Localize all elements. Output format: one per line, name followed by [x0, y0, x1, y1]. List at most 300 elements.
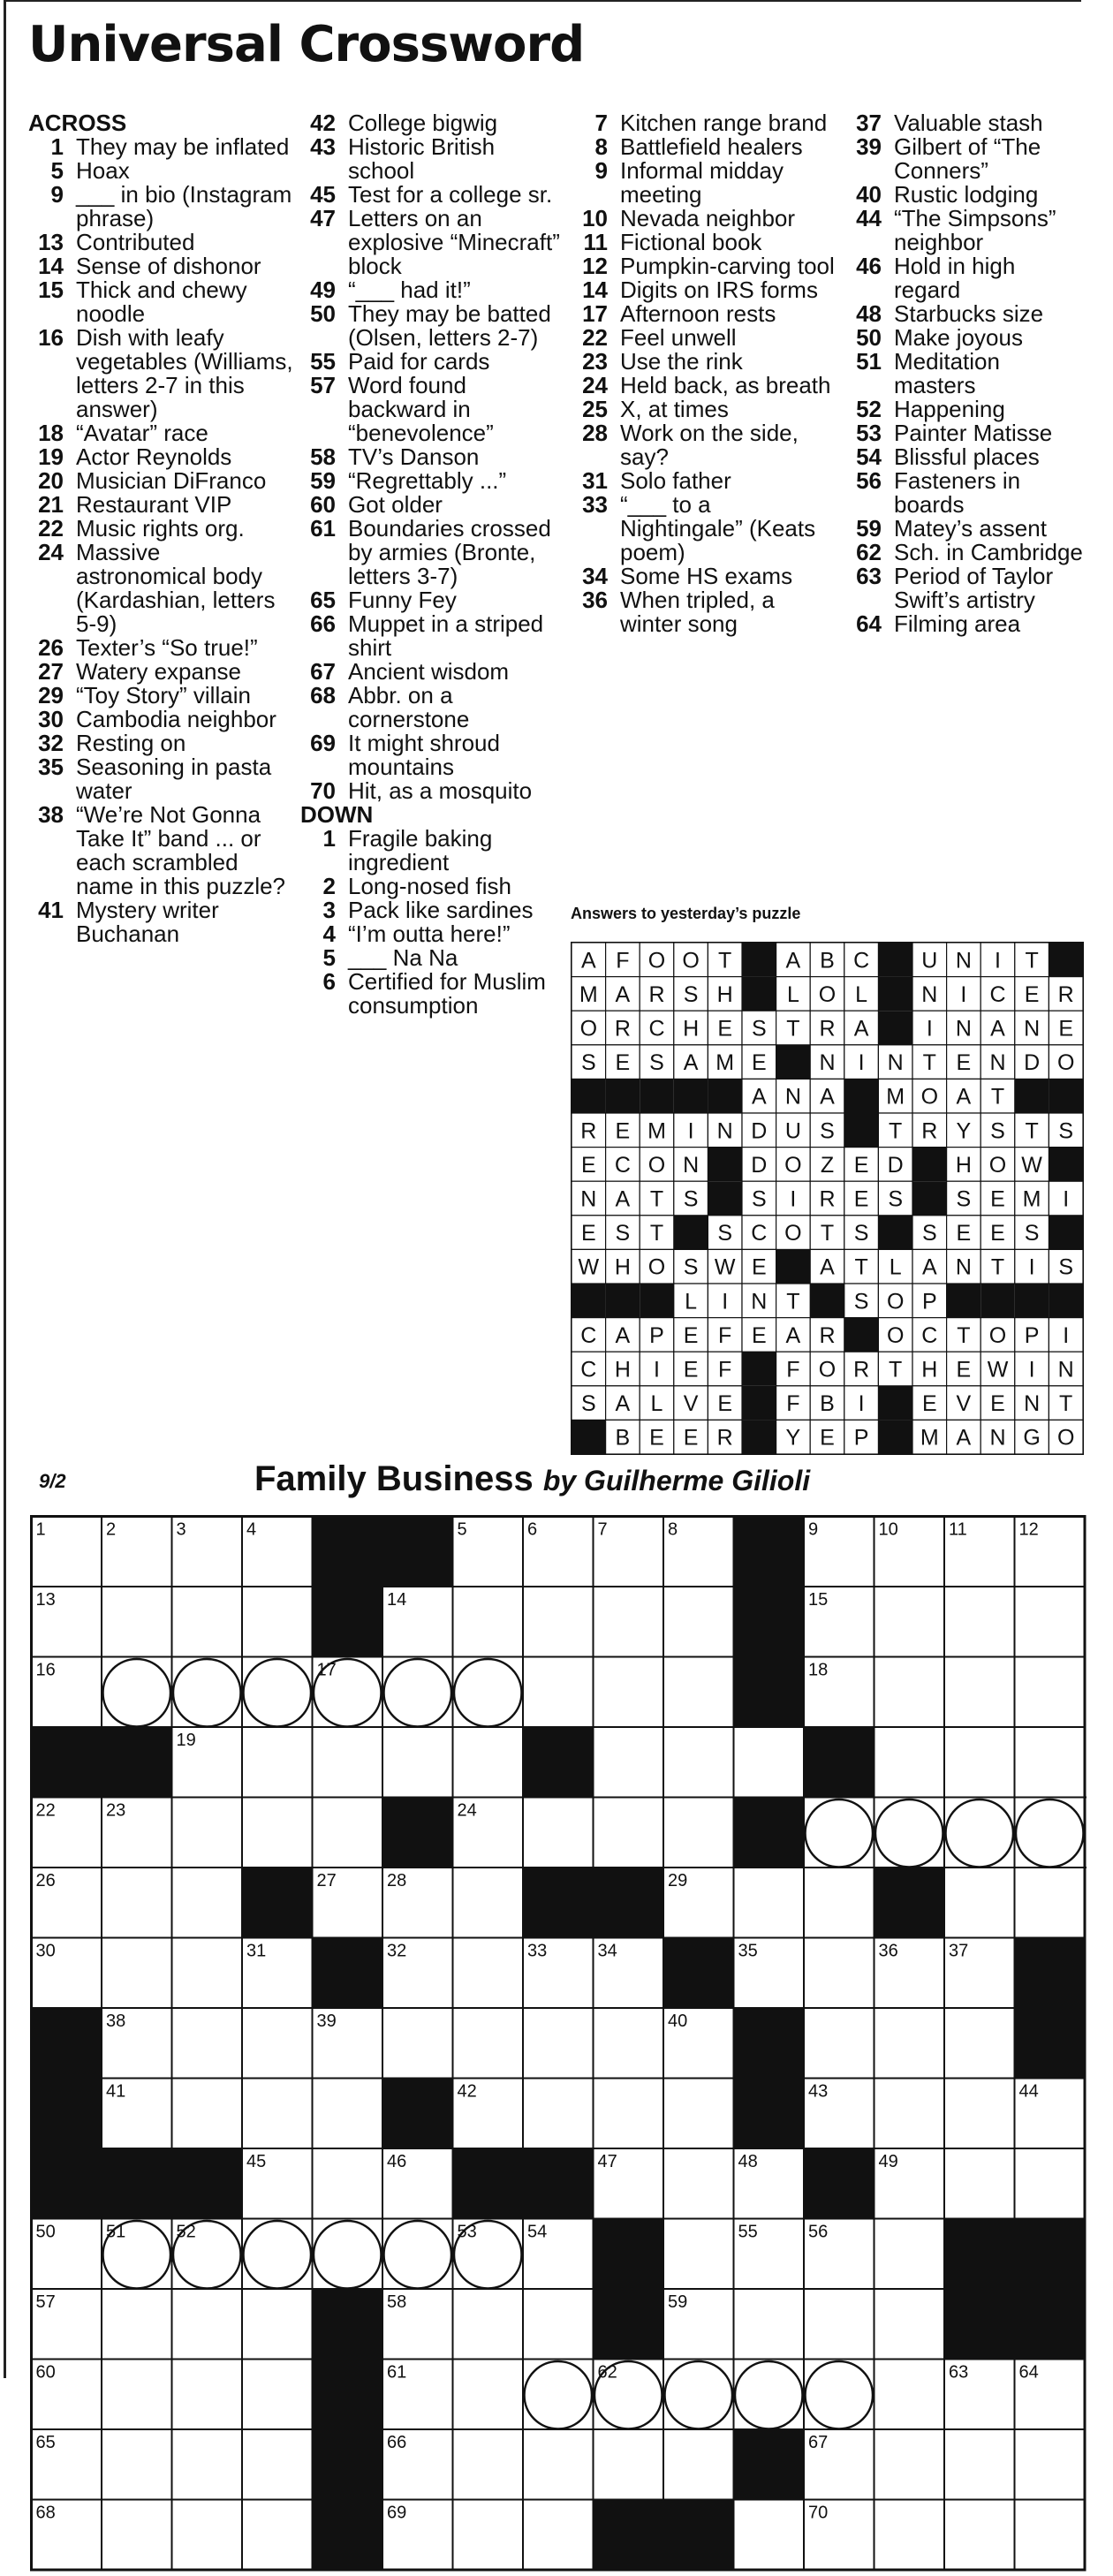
- grid-cell[interactable]: [734, 1727, 805, 1798]
- grid-cell[interactable]: [102, 1868, 172, 1938]
- clue-item: [846, 564, 1085, 612]
- grid-cell[interactable]: [453, 1587, 524, 1657]
- clue-item: [300, 207, 565, 278]
- yesterday-letter: Z: [820, 1152, 835, 1178]
- clue-item: [28, 541, 293, 636]
- grid-cell[interactable]: [734, 2289, 805, 2360]
- grid-cell[interactable]: [804, 2289, 874, 2360]
- grid-cell[interactable]: [453, 2500, 524, 2571]
- grid-cell[interactable]: [944, 1727, 1015, 1798]
- clue-number: 36: [582, 587, 608, 613]
- clue-item: [28, 708, 293, 731]
- yesterday-letter: L: [889, 1254, 902, 1280]
- yesterday-letter: T: [786, 1016, 800, 1042]
- yesterday-grid-svg: [571, 942, 1084, 1455]
- yesterday-letter: D: [751, 1118, 768, 1144]
- grid-cell[interactable]: [874, 1727, 945, 1798]
- clue-number: 24: [582, 372, 608, 398]
- grid-cell[interactable]: [944, 1868, 1015, 1938]
- grid-cell[interactable]: [944, 1587, 1015, 1657]
- clue-text: Use the rink: [620, 348, 743, 375]
- clue-text: Resting on: [76, 730, 186, 756]
- yesterday-black-cell: [708, 1079, 742, 1113]
- clue-text: X, at times: [620, 396, 729, 422]
- clue-number: 6: [322, 968, 336, 995]
- grid-cell[interactable]: [874, 2219, 945, 2290]
- clue-number: 69: [310, 730, 336, 756]
- yesterday-letter: S: [580, 1050, 596, 1076]
- yesterday-letter: C: [921, 1322, 938, 1348]
- black-square: [734, 2079, 805, 2149]
- yesterday-black-cell: [1049, 1216, 1083, 1250]
- yesterday-black-cell: [742, 1352, 776, 1386]
- yesterday-black-cell: [1049, 943, 1083, 977]
- black-square: [523, 1868, 594, 1938]
- grid-cell[interactable]: [663, 2148, 734, 2219]
- clue-number: 14: [582, 277, 608, 303]
- cell-number: 13: [35, 1590, 56, 1610]
- grid-cell[interactable]: [242, 2289, 313, 2360]
- yesterday-letter: U: [921, 948, 938, 974]
- grid-cell[interactable]: [382, 2008, 453, 2079]
- grid-cell[interactable]: [172, 2008, 243, 2079]
- clue-text: When tripled, a winter song: [620, 587, 775, 637]
- yesterday-letter: W: [987, 1357, 1009, 1383]
- grid-cell[interactable]: [172, 2429, 243, 2500]
- grid-cell[interactable]: [313, 2148, 383, 2219]
- grid-cell[interactable]: [523, 2500, 594, 2571]
- cell-number: 69: [387, 2503, 407, 2523]
- yesterday-letter: T: [649, 1221, 664, 1246]
- clue-number: 66: [310, 610, 336, 637]
- cell-number: 9: [808, 1519, 819, 1540]
- clue-number: 51: [856, 348, 882, 375]
- clue-text: Hit, as a mosquito: [348, 777, 533, 804]
- clue-item: [846, 421, 1085, 445]
- grid-cell[interactable]: [1015, 2500, 1086, 2571]
- grid-cell[interactable]: [102, 2429, 172, 2500]
- yesterday-letter: E: [956, 1221, 972, 1246]
- yesterday-letter: O: [784, 1221, 802, 1246]
- grid-cell[interactable]: [313, 2079, 383, 2149]
- clue-item: [28, 469, 293, 493]
- yesterday-letter: H: [955, 1152, 972, 1178]
- grid-cell[interactable]: [804, 1868, 874, 1938]
- clue-text: Solo father: [620, 467, 731, 494]
- clue-item: [300, 946, 565, 970]
- grid-cell[interactable]: [663, 1727, 734, 1798]
- yesterday-letter: A: [990, 1016, 1005, 1042]
- grid-cell[interactable]: [523, 2079, 594, 2149]
- clue-number: 47: [310, 205, 336, 231]
- yesterday-letter: G: [1023, 1425, 1041, 1451]
- grid-cell[interactable]: [734, 1868, 805, 1938]
- yesterday-letter: F: [786, 1391, 800, 1417]
- grid-cell[interactable]: [172, 1868, 243, 1938]
- yesterday-letter: E: [990, 1186, 1005, 1212]
- yesterday-letter: S: [683, 981, 699, 1007]
- clue-text: Period of Taylor Swift’s artistry: [894, 563, 1054, 613]
- grid-cell[interactable]: [663, 2429, 734, 2500]
- black-square: [313, 1517, 383, 1587]
- grid-cell[interactable]: [663, 2079, 734, 2149]
- clue-text: They may be inflated: [76, 133, 290, 160]
- yesterday-letter: T: [889, 1118, 903, 1144]
- grid-cell[interactable]: [453, 1727, 524, 1798]
- grid-cell[interactable]: [1015, 2148, 1086, 2219]
- grid-cell[interactable]: [382, 1727, 453, 1798]
- clue-text: Hoax: [76, 157, 130, 184]
- cell-number: 57: [35, 2292, 56, 2312]
- clue-number: 68: [310, 682, 336, 708]
- yesterday-letter: H: [614, 1357, 631, 1383]
- cell-number: 44: [1018, 2081, 1039, 2102]
- grid-cell[interactable]: [874, 2500, 945, 2571]
- clue-text: ___ Na Na: [348, 944, 458, 971]
- yesterday-letter: N: [580, 1186, 597, 1212]
- yesterday-letter: S: [717, 1221, 733, 1246]
- grid-cell[interactable]: [874, 2079, 945, 2149]
- grid-cell[interactable]: [874, 2429, 945, 2500]
- grid-cell[interactable]: [944, 2148, 1015, 2219]
- yesterday-black-cell: [674, 1216, 708, 1250]
- yesterday-letter: S: [853, 1289, 869, 1315]
- grid-cell[interactable]: [663, 2219, 734, 2290]
- grid-cell[interactable]: [523, 1657, 594, 1728]
- yesterday-black-cell: [1049, 1079, 1083, 1113]
- grid-cell[interactable]: [102, 2500, 172, 2571]
- clue-number: 11: [583, 229, 608, 255]
- grid-cell[interactable]: [734, 2500, 805, 2571]
- clue-item: [300, 612, 565, 660]
- grid-cell[interactable]: [874, 1657, 945, 1728]
- clue-item: [300, 469, 565, 493]
- cell-number: 36: [878, 1941, 898, 1961]
- page-title: Universal Crossword: [28, 16, 585, 73]
- clue-item: [846, 302, 1085, 326]
- cell-number: 52: [176, 2222, 196, 2242]
- yesterday-black-cell: [640, 1079, 674, 1113]
- grid-cell[interactable]: [102, 1587, 172, 1657]
- black-square: [663, 1938, 734, 2009]
- yesterday-letter: E: [580, 1221, 596, 1246]
- clue-number: 18: [38, 420, 64, 446]
- clue-text: Make joyous: [894, 324, 1023, 351]
- clue-number: 56: [856, 467, 882, 494]
- clue-text: Certified for Muslim consumption: [348, 968, 546, 1019]
- clue-item: [846, 207, 1085, 254]
- yesterday-letter: N: [955, 1016, 972, 1042]
- grid-cell[interactable]: [523, 1798, 594, 1868]
- black-square: [944, 2219, 1015, 2290]
- clue-item: [28, 898, 293, 946]
- grid-cell[interactable]: [313, 1727, 383, 1798]
- clue-text: Hold in high regard: [894, 253, 1016, 303]
- clue-number: 38: [38, 801, 64, 828]
- yesterday-letter: H: [716, 981, 733, 1007]
- clue-number: 21: [38, 491, 64, 518]
- clue-number: 25: [582, 396, 608, 422]
- cell-number: 22: [35, 1800, 56, 1821]
- clue-text: They may be batted (Olsen, letters 2-7): [348, 300, 551, 351]
- yesterday-letter: S: [751, 1016, 767, 1042]
- yesterday-letter: F: [616, 948, 630, 974]
- yesterday-letter: N: [955, 1254, 972, 1280]
- grid-cell[interactable]: [453, 1868, 524, 1938]
- yesterday-letter: P: [1024, 1322, 1040, 1348]
- yesterday-letter: S: [853, 1221, 869, 1246]
- black-square: [734, 1517, 805, 1587]
- clue-number: 28: [582, 420, 608, 446]
- yesterday-black-cell: [1015, 1079, 1049, 1113]
- yesterday-black-cell: [844, 1318, 879, 1352]
- grid-cell[interactable]: [1015, 2429, 1086, 2500]
- grid-cell[interactable]: [453, 2008, 524, 2079]
- grid-cell[interactable]: [172, 2289, 243, 2360]
- grid-cell[interactable]: [102, 2360, 172, 2430]
- clue-number: 30: [38, 706, 64, 732]
- yesterday-black-cell: [708, 1148, 742, 1182]
- yesterday-letter: A: [820, 1084, 835, 1110]
- clue-text: College bigwig: [348, 110, 498, 136]
- grid-cell[interactable]: [172, 2079, 243, 2149]
- grid-cell[interactable]: [1015, 1587, 1086, 1657]
- yesterday-letter: N: [1024, 1016, 1041, 1042]
- clue-number: 31: [582, 467, 608, 494]
- grid-cell[interactable]: [172, 2500, 243, 2571]
- yesterday-letter: R: [819, 1016, 836, 1042]
- yesterday-letter: M: [579, 981, 598, 1007]
- yesterday-letter: A: [820, 1254, 835, 1280]
- grid-cell[interactable]: [242, 2500, 313, 2571]
- black-square: [313, 2429, 383, 2500]
- yesterday-letter: S: [615, 1221, 631, 1246]
- yesterday-letter: E: [751, 1050, 767, 1076]
- yesterday-letter: Y: [956, 1118, 972, 1144]
- black-square: [32, 1727, 102, 1798]
- clue-number: 33: [582, 491, 608, 518]
- grid-cell[interactable]: [1015, 1657, 1086, 1728]
- yesterday-black-cell: [606, 1284, 640, 1318]
- grid-cell[interactable]: [874, 2289, 945, 2360]
- clue-item: [572, 111, 837, 135]
- clue-text: Music rights org.: [76, 515, 245, 542]
- grid-cell[interactable]: [944, 1657, 1015, 1728]
- grid-cell[interactable]: [663, 1587, 734, 1657]
- grid-cell[interactable]: [944, 2008, 1015, 2079]
- black-square: [1015, 2219, 1086, 2290]
- black-square: [382, 1798, 453, 1868]
- grid-cell[interactable]: [242, 2008, 313, 2079]
- yesterday-letter: O: [1056, 1425, 1075, 1451]
- yesterday-letter: I: [960, 981, 967, 1007]
- grid-cell[interactable]: [594, 2429, 664, 2500]
- grid-cell[interactable]: [172, 2360, 243, 2430]
- clue-column-1: [28, 111, 293, 946]
- yesterday-letter: E: [649, 1425, 664, 1451]
- grid-cell[interactable]: [453, 1938, 524, 2009]
- grid-cell[interactable]: [594, 1587, 664, 1657]
- clue-text: Sense of dishonor: [76, 253, 261, 279]
- grid-cell[interactable]: [874, 1587, 945, 1657]
- yesterday-black-cell: [878, 1216, 912, 1250]
- clue-item: [300, 779, 565, 803]
- yesterday-letter: I: [722, 1289, 729, 1315]
- yesterday-black-cell: [810, 1284, 844, 1318]
- yesterday-letter: N: [751, 1289, 768, 1315]
- cell-number: 58: [387, 2292, 407, 2312]
- clue-number: 24: [38, 539, 64, 565]
- grid-cell[interactable]: [453, 2289, 524, 2360]
- grid-cell[interactable]: [804, 2008, 874, 2079]
- clue-item: [28, 731, 293, 755]
- grid-cell[interactable]: [594, 1657, 664, 1728]
- clue-text: Some HS exams: [620, 563, 793, 589]
- grid-cell[interactable]: [874, 2360, 945, 2430]
- clue-number: 50: [856, 324, 882, 351]
- grid-cell[interactable]: [523, 2429, 594, 2500]
- clue-item: [300, 111, 565, 135]
- yesterday-answer-grid: [571, 942, 1084, 1459]
- grid-cell[interactable]: [523, 2008, 594, 2079]
- yesterday-letter: R: [716, 1425, 733, 1451]
- grid-cell[interactable]: [523, 1587, 594, 1657]
- yesterday-black-cell: [606, 1079, 640, 1113]
- cell-number: 3: [176, 1519, 186, 1540]
- clue-column-3: [572, 111, 837, 636]
- grid-cell[interactable]: [242, 2079, 313, 2149]
- yesterday-letter: E: [853, 1152, 869, 1178]
- yesterday-letter: O: [818, 981, 837, 1007]
- clue-item: [28, 231, 293, 254]
- clue-number: 50: [310, 300, 336, 327]
- clue-number: 42: [310, 110, 336, 136]
- grid-cell[interactable]: [172, 1938, 243, 2009]
- clue-number: 63: [856, 563, 882, 589]
- grid-cell[interactable]: [594, 2079, 664, 2149]
- grid-cell[interactable]: [453, 2429, 524, 2500]
- grid-cell[interactable]: [944, 2500, 1015, 2571]
- yesterday-letter: S: [683, 1186, 699, 1212]
- clue-number: 39: [856, 133, 882, 160]
- clue-number: 45: [310, 181, 336, 208]
- grid-cell[interactable]: [523, 2289, 594, 2360]
- grid-cell[interactable]: [804, 1938, 874, 2009]
- clue-column-4: [846, 111, 1085, 636]
- yesterday-letter: E: [990, 1221, 1005, 1246]
- black-square: [594, 2219, 664, 2290]
- yesterday-black-cell: [947, 1284, 981, 1318]
- clue-item: [572, 254, 837, 278]
- grid-cell[interactable]: [1015, 1868, 1086, 1938]
- yesterday-letter: R: [819, 1186, 836, 1212]
- clue-text: Fictional book: [620, 229, 762, 255]
- cell-number: 15: [808, 1590, 829, 1610]
- cell-number: 54: [527, 2222, 548, 2242]
- cell-number: 64: [1018, 2362, 1039, 2383]
- cell-number: 66: [387, 2433, 407, 2452]
- cell-number: 60: [35, 2362, 56, 2383]
- yesterday-letter: A: [853, 1016, 869, 1042]
- clue-number: 9: [50, 181, 64, 208]
- clue-text: “Regrettably ...”: [348, 467, 507, 494]
- yesterday-black-cell: [742, 1420, 776, 1454]
- yesterday-letter: C: [580, 1357, 597, 1383]
- clue-item: [846, 612, 1085, 636]
- grid-cell[interactable]: [242, 1587, 313, 1657]
- grid-cell[interactable]: [594, 1798, 664, 1868]
- grid-cell[interactable]: [242, 1727, 313, 1798]
- grid-cell[interactable]: [313, 1798, 383, 1868]
- yesterday-letter: I: [858, 1391, 865, 1417]
- yesterday-letter: O: [818, 1357, 837, 1383]
- yesterday-letter: C: [648, 1016, 665, 1042]
- yesterday-letter: N: [683, 1152, 700, 1178]
- clue-item: [28, 183, 293, 231]
- grid-cell[interactable]: [594, 2008, 664, 2079]
- grid-cell[interactable]: [663, 1657, 734, 1728]
- top-rule: [4, 0, 1081, 2]
- yesterday-black-cell: [878, 943, 912, 977]
- yesterday-letter: S: [649, 1050, 664, 1076]
- grid-cell[interactable]: [242, 1798, 313, 1868]
- grid-cell[interactable]: [453, 2360, 524, 2430]
- clue-number: 58: [310, 443, 336, 470]
- grid-cell[interactable]: [102, 1938, 172, 2009]
- yesterday-letter: A: [785, 948, 801, 974]
- yesterday-letter: E: [1024, 981, 1040, 1007]
- yesterday-letter: A: [615, 981, 631, 1007]
- grid-cell[interactable]: [102, 2289, 172, 2360]
- yesterday-letter: E: [853, 1186, 869, 1212]
- yesterday-letter: B: [615, 1425, 631, 1451]
- clue-number: 37: [856, 110, 882, 136]
- yesterday-letter: P: [853, 1425, 869, 1451]
- grid-cell[interactable]: [242, 2429, 313, 2500]
- grid-cell[interactable]: [594, 1727, 664, 1798]
- clue-text: Informal midday meeting: [620, 157, 784, 208]
- grid-cell[interactable]: [172, 1587, 243, 1657]
- grid-cell[interactable]: [1015, 1727, 1086, 1798]
- clue-number: 13: [38, 229, 64, 255]
- clue-item: [28, 326, 293, 421]
- cell-number: 63: [949, 2362, 969, 2383]
- grid-cell[interactable]: [944, 2429, 1015, 2500]
- cell-number: 6: [527, 1519, 538, 1540]
- yesterday-letter: I: [1028, 1254, 1035, 1280]
- yesterday-letter: I: [1063, 1322, 1070, 1348]
- yesterday-letter: A: [683, 1050, 699, 1076]
- yesterday-black-cell: [1049, 1148, 1083, 1182]
- grid-cell[interactable]: [874, 2008, 945, 2079]
- cell-number: 10: [878, 1519, 898, 1540]
- grid-cell[interactable]: [172, 1798, 243, 1868]
- yesterday-letter: E: [717, 1016, 733, 1042]
- clue-number: 34: [582, 563, 608, 589]
- cell-number: 5: [457, 1519, 467, 1540]
- grid-cell[interactable]: [944, 2079, 1015, 2149]
- clue-number: 17: [582, 300, 608, 327]
- grid-cell[interactable]: [663, 1798, 734, 1868]
- clue-number: 22: [582, 324, 608, 351]
- grid-cell[interactable]: [242, 2360, 313, 2430]
- yesterday-letter: A: [956, 1084, 972, 1110]
- clue-text: Long-nosed fish: [348, 873, 512, 899]
- clue-number: 65: [310, 587, 336, 613]
- clue-item: [572, 469, 837, 493]
- clue-text: Matey’s assent: [894, 515, 1047, 542]
- clue-number: 14: [38, 253, 64, 279]
